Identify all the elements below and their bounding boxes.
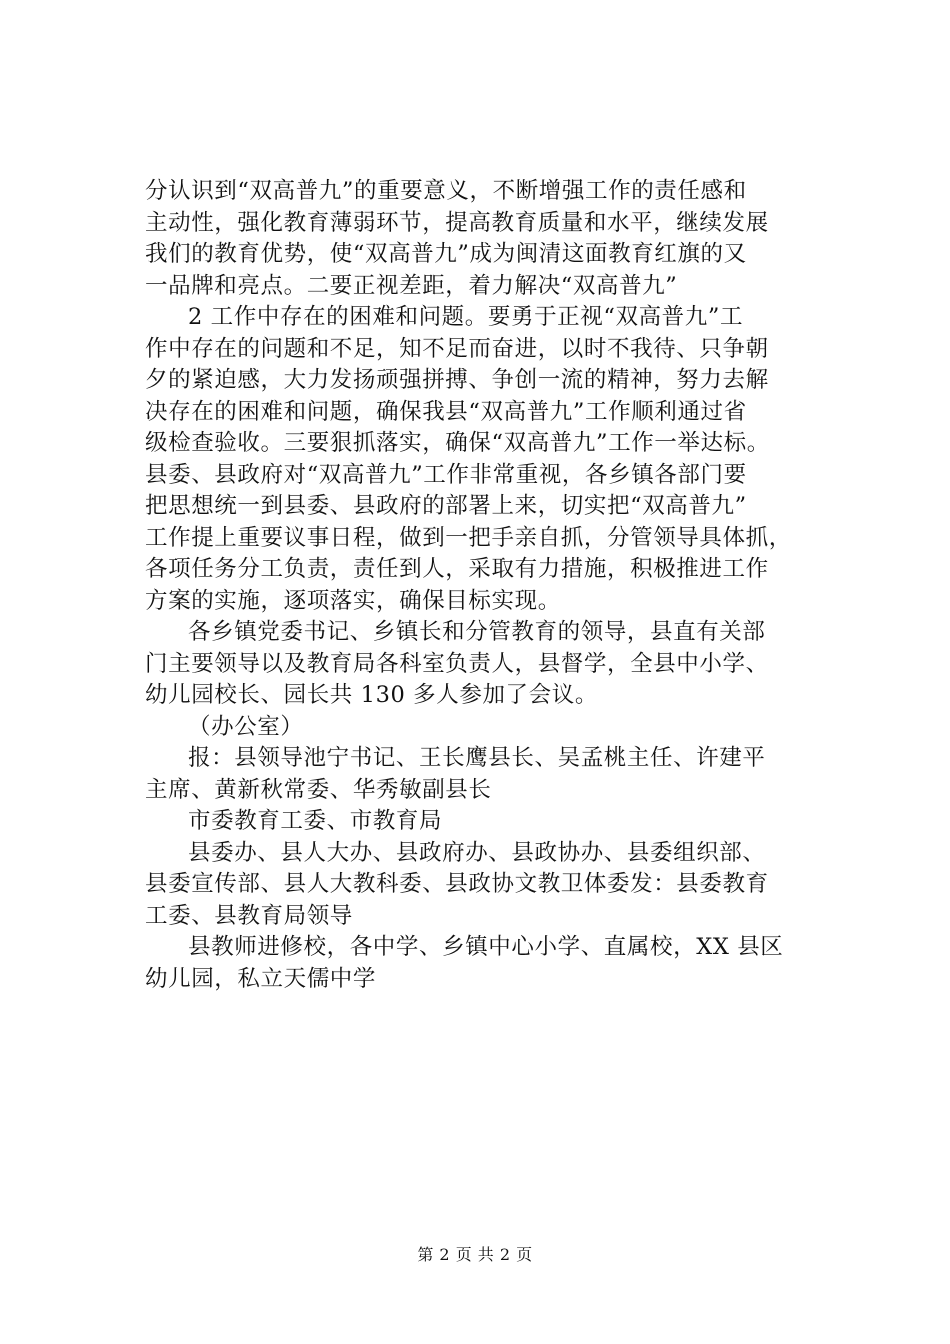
text-line: 我们的教育优势，使“双高普九”成为闽清这面教育红旗的又 <box>145 241 747 267</box>
text-line: （办公室） <box>188 713 304 740</box>
text-line: 县委宣传部、县人大教科委、县政协文教卫体委发：县委教育 <box>145 871 769 897</box>
text-line: 夕的紧迫感，大力发扬顽强拼搏、争创一流的精神，努力去解 <box>145 367 769 393</box>
text-line: 工委、县教育局领导 <box>145 902 353 929</box>
text-line: 一品牌和亮点。二要正视差距，着力解决“双高普九” <box>145 272 678 299</box>
text-line: 作中存在的问题和不足，知不足而奋进，以时不我待、只争朝 <box>145 335 769 362</box>
text-line: 级检查验收。三要狠抓落实，确保“双高普九”工作一举达标。 <box>145 430 770 456</box>
text-line: 幼儿园，私立天儒中学 <box>145 965 377 992</box>
text-line: 门主要领导以及教育局各科室负责人，县督学，全县中小学、 <box>145 650 769 677</box>
text-line: 幼儿园校长、园长共 130 多人参加了会议。 <box>145 682 598 708</box>
text-line: 决存在的困难和问题，确保我县“双高普九”工作顺利通过省 <box>145 398 747 425</box>
text-line: 市委教育工委、市教育局 <box>188 808 443 834</box>
text-line: 主动性，强化教育薄弱环节，提高教育质量和水平，继续发展 <box>145 209 769 236</box>
text-line: 各项任务分工负责，责任到人，采取有力措施，积极推进工作 <box>145 556 769 582</box>
text-line: 分认识到“双高普九”的重要意义，不断增强工作的责任感和 <box>145 178 747 204</box>
text-line: 主席、黄新秋常委、华秀敏副县长 <box>145 776 492 803</box>
text-line: 县委办、县人大办、县政府办、县政协办、县委组织部、 <box>188 839 766 866</box>
text-line: 县委、县政府对“双高普九”工作非常重视，各乡镇各部门要 <box>145 461 747 488</box>
text-line: 县教师进修校，各中学、乡镇中心小学、直属校，XX 县区 <box>188 934 784 960</box>
text-line: 把思想统一到县委、县政府的部署上来，切实把“双高普九” <box>145 493 747 519</box>
page-number-footer: 第 2 页 共 2 页 <box>417 1245 533 1264</box>
text-line: 各乡镇党委书记、乡镇长和分管教育的领导，县直有关部 <box>188 619 766 645</box>
text-line: 工作提上重要议事日程，做到一把手亲自抓，分管领导具体抓， <box>145 524 792 551</box>
text-line: 报：县领导池宁书记、王长鹰县长、吴孟桃主任、许建平 <box>188 745 766 771</box>
document-body <box>145 176 845 995</box>
text-line: 方案的实施，逐项落实，确保目标实现。 <box>145 587 561 614</box>
text-line: 2 工作中存在的困难和问题。要勇于正视“双高普九”工 <box>188 304 744 330</box>
